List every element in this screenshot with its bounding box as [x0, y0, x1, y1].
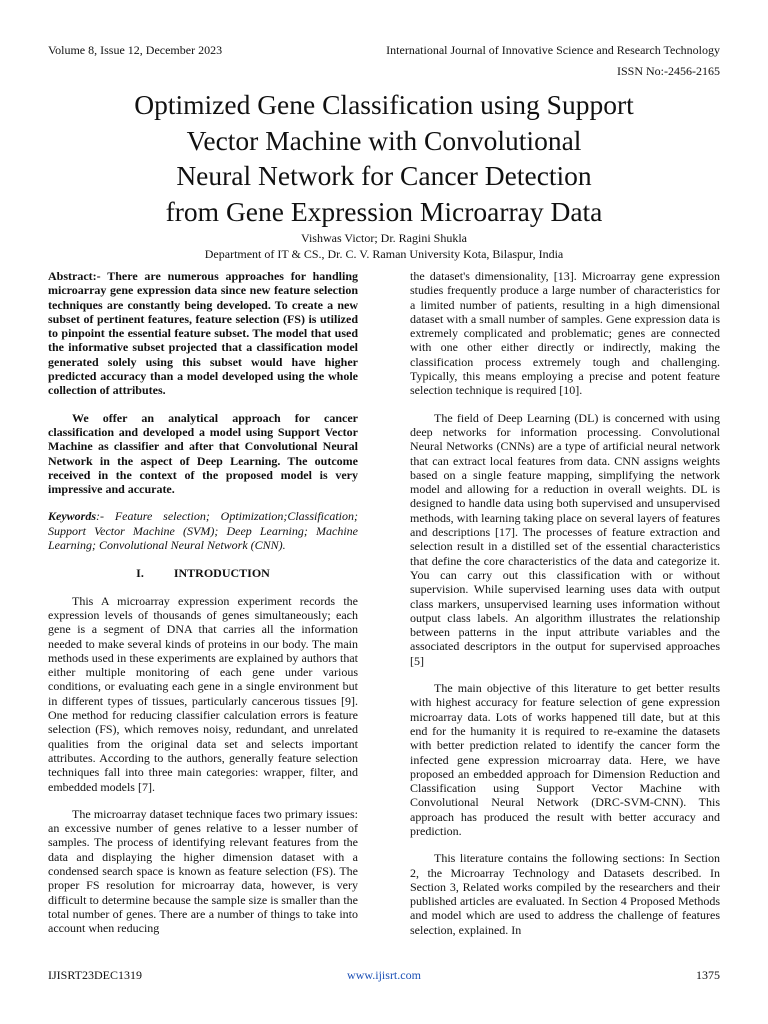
body-paragraph: The main objective of this literature to get better results with highest accuracy for feature selection of gene expression microarray data. Lots of works happened till date, but at this end for the humanity it is required to re-examine the datasets with better prediction related to identify the cancer form the infected gene expression microarray data. Here, we have proposed an embedded approach for Dimension Reduction and Classification using Support Vector Machine with Convolutional Neural Network (DRC-SVM-CNN). This approach has produced the result with better accuracy and prediction.: [410, 681, 720, 838]
keywords: [48, 509, 358, 552]
footer-url-link[interactable]: www.ijisrt.com: [347, 968, 421, 982]
abstract-paragraph: We offer an analytical approach for cancer classification and developed a model using Support Vector Machine as classifier and after that Convolutional Neural Network in the aspect of Deep Learning. The outcome received in the context of the proposed model is very impressive and accurate.: [48, 410, 358, 497]
right-column: [410, 269, 720, 950]
paper-title: [40, 87, 728, 229]
section-title: INTRODUCTION: [173, 566, 270, 581]
header-journal: International Journal of Innovative Science and Research Technology: [386, 43, 720, 57]
section-number: I.: [136, 566, 144, 581]
header-volume: Volume 8, Issue 12, December 2023: [48, 43, 223, 57]
title-line: from Gene Expression Microarray Data: [165, 195, 603, 227]
body-paragraph: The microarray dataset technique faces two primary issues: an excessive number of genes relative to a lesser number of samples. The process of identifying relevant features from the data and displaying the higher dimension dataset with a condensed search space is known as feature selection (FS). The proper FS resolution for microarray data, however, is very difficult to determine because the sample size is smaller than the total number of genes. There are a number of things to take into account when reducing: [48, 806, 358, 936]
body-paragraph: This literature contains the following sections: In Section 2, the Microarray Technology and Datasets described. In Section 3, Related works compiled by the researchers and their published articles are evaluated. In Section 4 Proposed Methods and model which are used to address the challenge of features selection, explained. In: [410, 851, 720, 937]
title-line: Neural Network for Cancer Detection: [176, 160, 592, 191]
body-paragraph: The field of Deep Learning (DL) is concerned with using deep networks for information processing. Convolutional Neural Networks (CNNs) are a type of artificial neural network that can extract local features from data. CNN assigns weights based on a single feature mapping, simplifying the network model and allowing for a reduction in overall weights. DL is designed to handle data using both supervised and unsupervised methods, with learning taking place on several layers of features and descriptions [17]. The processes of feature extraction and selection result in a distilled set of the essential characteristics that define the core characteristics of the data and categorize it. You can carry out this classification with or without supervision. While supervised learning uses data with output class markers, unsupervised learning uses information without output class labels. An algorithm illustrates the relationship between patterns in the input attribute variables and the associated descriptors in the output for supervised approaches [5]: [410, 410, 720, 668]
title-line: Optimized Gene Classification using Support: [134, 89, 634, 120]
abstract-paragraph: Abstract:- There are numerous approaches for handling microarray gene expression data since new feature selection techniques are constantly being developed. To create a new subset of pertinent features, feature selection (FS) is utilized to pinpoint the essential feature subset. The model that used the informative subset projected that a classification model generated solely using this subset would have higher predicted accuracy than a model developed using the whole collection of attributes.: [48, 269, 358, 398]
footer-page-number: 1375: [696, 968, 720, 982]
header-issn: ISSN No:-2456-2165: [616, 64, 720, 78]
keywords-label: Keywords: [48, 509, 96, 524]
title-line: Vector Machine with Convolutional: [186, 124, 582, 156]
body-paragraph: the dataset's dimensionality, [13]. Microarray gene expression studies frequently produce a large number of characteristics for a limited number of patients, resulting in a high dimensional dataset with a small number of samples. Gene expression data is extremely complicated and problematic; genes are connected with one other either directly or indirectly, making the classification process extremely tough and challenging. Typically, this means employing a precise and potent feature selection technique is required [10].: [410, 269, 720, 398]
body-paragraph: This A microarray expression experiment records the expression levels of thousands of genes simultaneously; each gene is a segment of DNA that carries all the information needed to make several kinds of proteins in our body. The main methods used in these experiments are explained by authors that either multiple monitoring of each gene under various conditions, or evaluating each gene in a single environment but in different types of tissues, particularly cancerous tissues [9]. One method for reducing classifier calculation errors is feature selection (FS), which removes noisy, redundant, and unrelated qualities from the original data set and selects important attributes. According to the authors, generally feature selection techniques fall into three main categories: wrapper, filter, and embedded models [7].: [48, 593, 358, 794]
author-affiliation: Department of IT & CS., Dr. C. V. Raman University Kota, Bilaspur, India: [204, 247, 564, 261]
author-names: Vishwas Victor; Dr. Ragini Shukla: [301, 231, 467, 245]
author-block: [0, 230, 768, 262]
left-column: [48, 269, 358, 948]
keywords-text: :- Feature selection; Optimization;Classification; Support Vector Machine (SVM); Deep Learning; Machine Learning; Convolutional Neural Network (CNN).: [48, 509, 358, 553]
footer-article-code: IJISRT23DEC1319: [48, 968, 142, 982]
section-heading: [48, 566, 358, 580]
